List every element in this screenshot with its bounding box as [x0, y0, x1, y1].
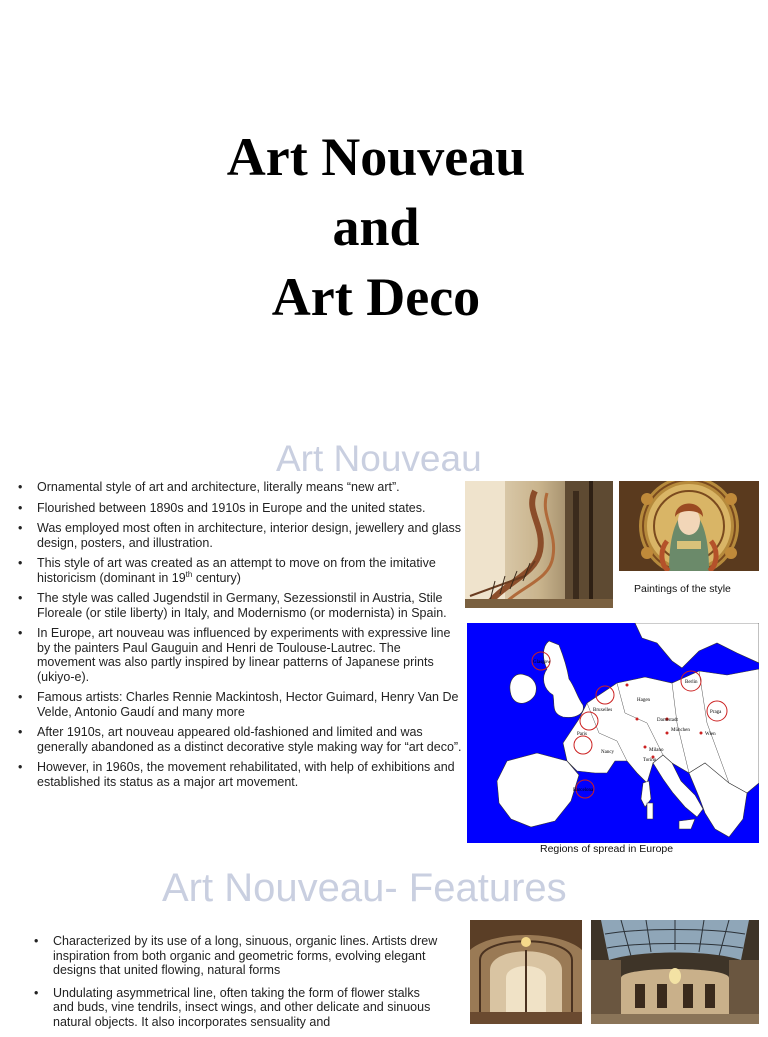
interior-photo-1 — [470, 920, 582, 1024]
bullet-item: • In Europe, art nouveau was influenced by experiments with expressive line by the painters Paul Gauguin and Henri de Toulouse-Lautrec. The movement was also partly inspired by linear patterns of Japanese prints (ukiyo-e). — [18, 626, 451, 684]
bullet-item: • After 1910s, art nouveau appeared old-fashioned and limited and was generally abandoned as a distinct decorative style making way for “art deco”. — [18, 725, 462, 754]
bullet-item: • This style of art was created as an attempt to move on from the imitative historicism (dominant in 19th century) — [18, 556, 436, 585]
bullet-item: • Was employed most often in architecture, interior design, jewellery and glass design, posters, and illustration. — [18, 521, 462, 550]
features-bullet-list — [34, 934, 444, 1037]
bullet-dot: • — [18, 725, 23, 739]
bullet-dot: • — [18, 500, 23, 515]
map-label: Barcelona — [573, 788, 594, 793]
bullet-item: • Flourished between 1890s and 1910s in Europe and the united states. — [18, 500, 426, 515]
main-title — [0, 122, 752, 332]
bullet-item: • However, in 1960s, the movement rehabilitated, with help of exhibitions and established its status as a major art movement. — [18, 760, 455, 789]
title-line-2: and — [332, 197, 420, 257]
section-heading-features: Art Nouveau- Features — [162, 866, 567, 910]
bullet-dot: • — [34, 985, 39, 1000]
europe-map — [467, 623, 759, 843]
map-label: Nancy — [601, 750, 615, 755]
interior-illustration-1 — [470, 920, 582, 1024]
map-label: Berlin — [685, 680, 698, 685]
map-label: Darmstadt — [657, 718, 678, 723]
bullet-dot: • — [18, 591, 23, 605]
title-slide — [0, 0, 768, 430]
bullet-item: • Undulating asymmetrical line, often taking the form of flower stalks and buds, vine tendrils, insect wings, and other delicate and sinuous natural objects. It also incorporates sensuality and — [34, 985, 431, 1029]
map-label: Glasgow — [533, 660, 551, 665]
europe-map-illustration — [467, 623, 759, 843]
map-label: Hagen — [637, 698, 651, 703]
painting-illustration — [619, 481, 759, 571]
bullet-dot: • — [18, 556, 23, 570]
bullet-dot: • — [34, 934, 39, 948]
staircase-photo — [465, 481, 613, 608]
interior-illustration-2 — [591, 920, 759, 1024]
map-label: Praga — [710, 710, 722, 715]
bullet-item: • The style was called Jugendstil in Germany, Sezessionstil in Austria, Stile Floreale (or stile liberty) in Italy, and Modernismo (or modernista) in Spain. — [18, 591, 447, 620]
bullet-item: • Famous artists: Charles Rennie Mackintosh, Hector Guimard, Henry Van De Velde, Antonio Gaudí and many more — [18, 690, 459, 719]
map-caption: Regions of spread in Europe — [540, 843, 674, 855]
interior-photo-2 — [591, 920, 759, 1024]
map-label: Bruxelles — [593, 708, 613, 713]
paintings-caption: Paintings of the style — [634, 583, 731, 595]
map-label: Paris — [577, 732, 587, 737]
bullet-item: • Ornamental style of art and architecture, literally means “new art”. — [18, 480, 400, 494]
art-nouveau-bullet-list — [18, 480, 462, 795]
bullet-dot: • — [18, 480, 23, 494]
map-label: Milano — [649, 748, 664, 753]
section-heading-art-nouveau: Art Nouveau — [276, 438, 482, 479]
title-line-1: Art Nouveau — [226, 127, 526, 187]
map-label: München — [671, 728, 690, 733]
title-line-3: Art Deco — [271, 267, 481, 327]
map-label: Torino — [643, 758, 657, 763]
bullet-item: • Characterized by its use of a long, sinuous, organic lines. Artists drew inspiration from both organic and geometric forms, evolving elegant designs that united flowing, natural forms — [34, 934, 438, 977]
staircase-illustration — [465, 481, 613, 608]
bullet-dot: • — [18, 690, 23, 704]
painting-photo — [619, 481, 759, 571]
bullet-dot: • — [18, 760, 23, 774]
bullet-dot: • — [18, 521, 23, 535]
map-label: Wien — [705, 732, 716, 737]
bullet-dot: • — [18, 626, 23, 640]
